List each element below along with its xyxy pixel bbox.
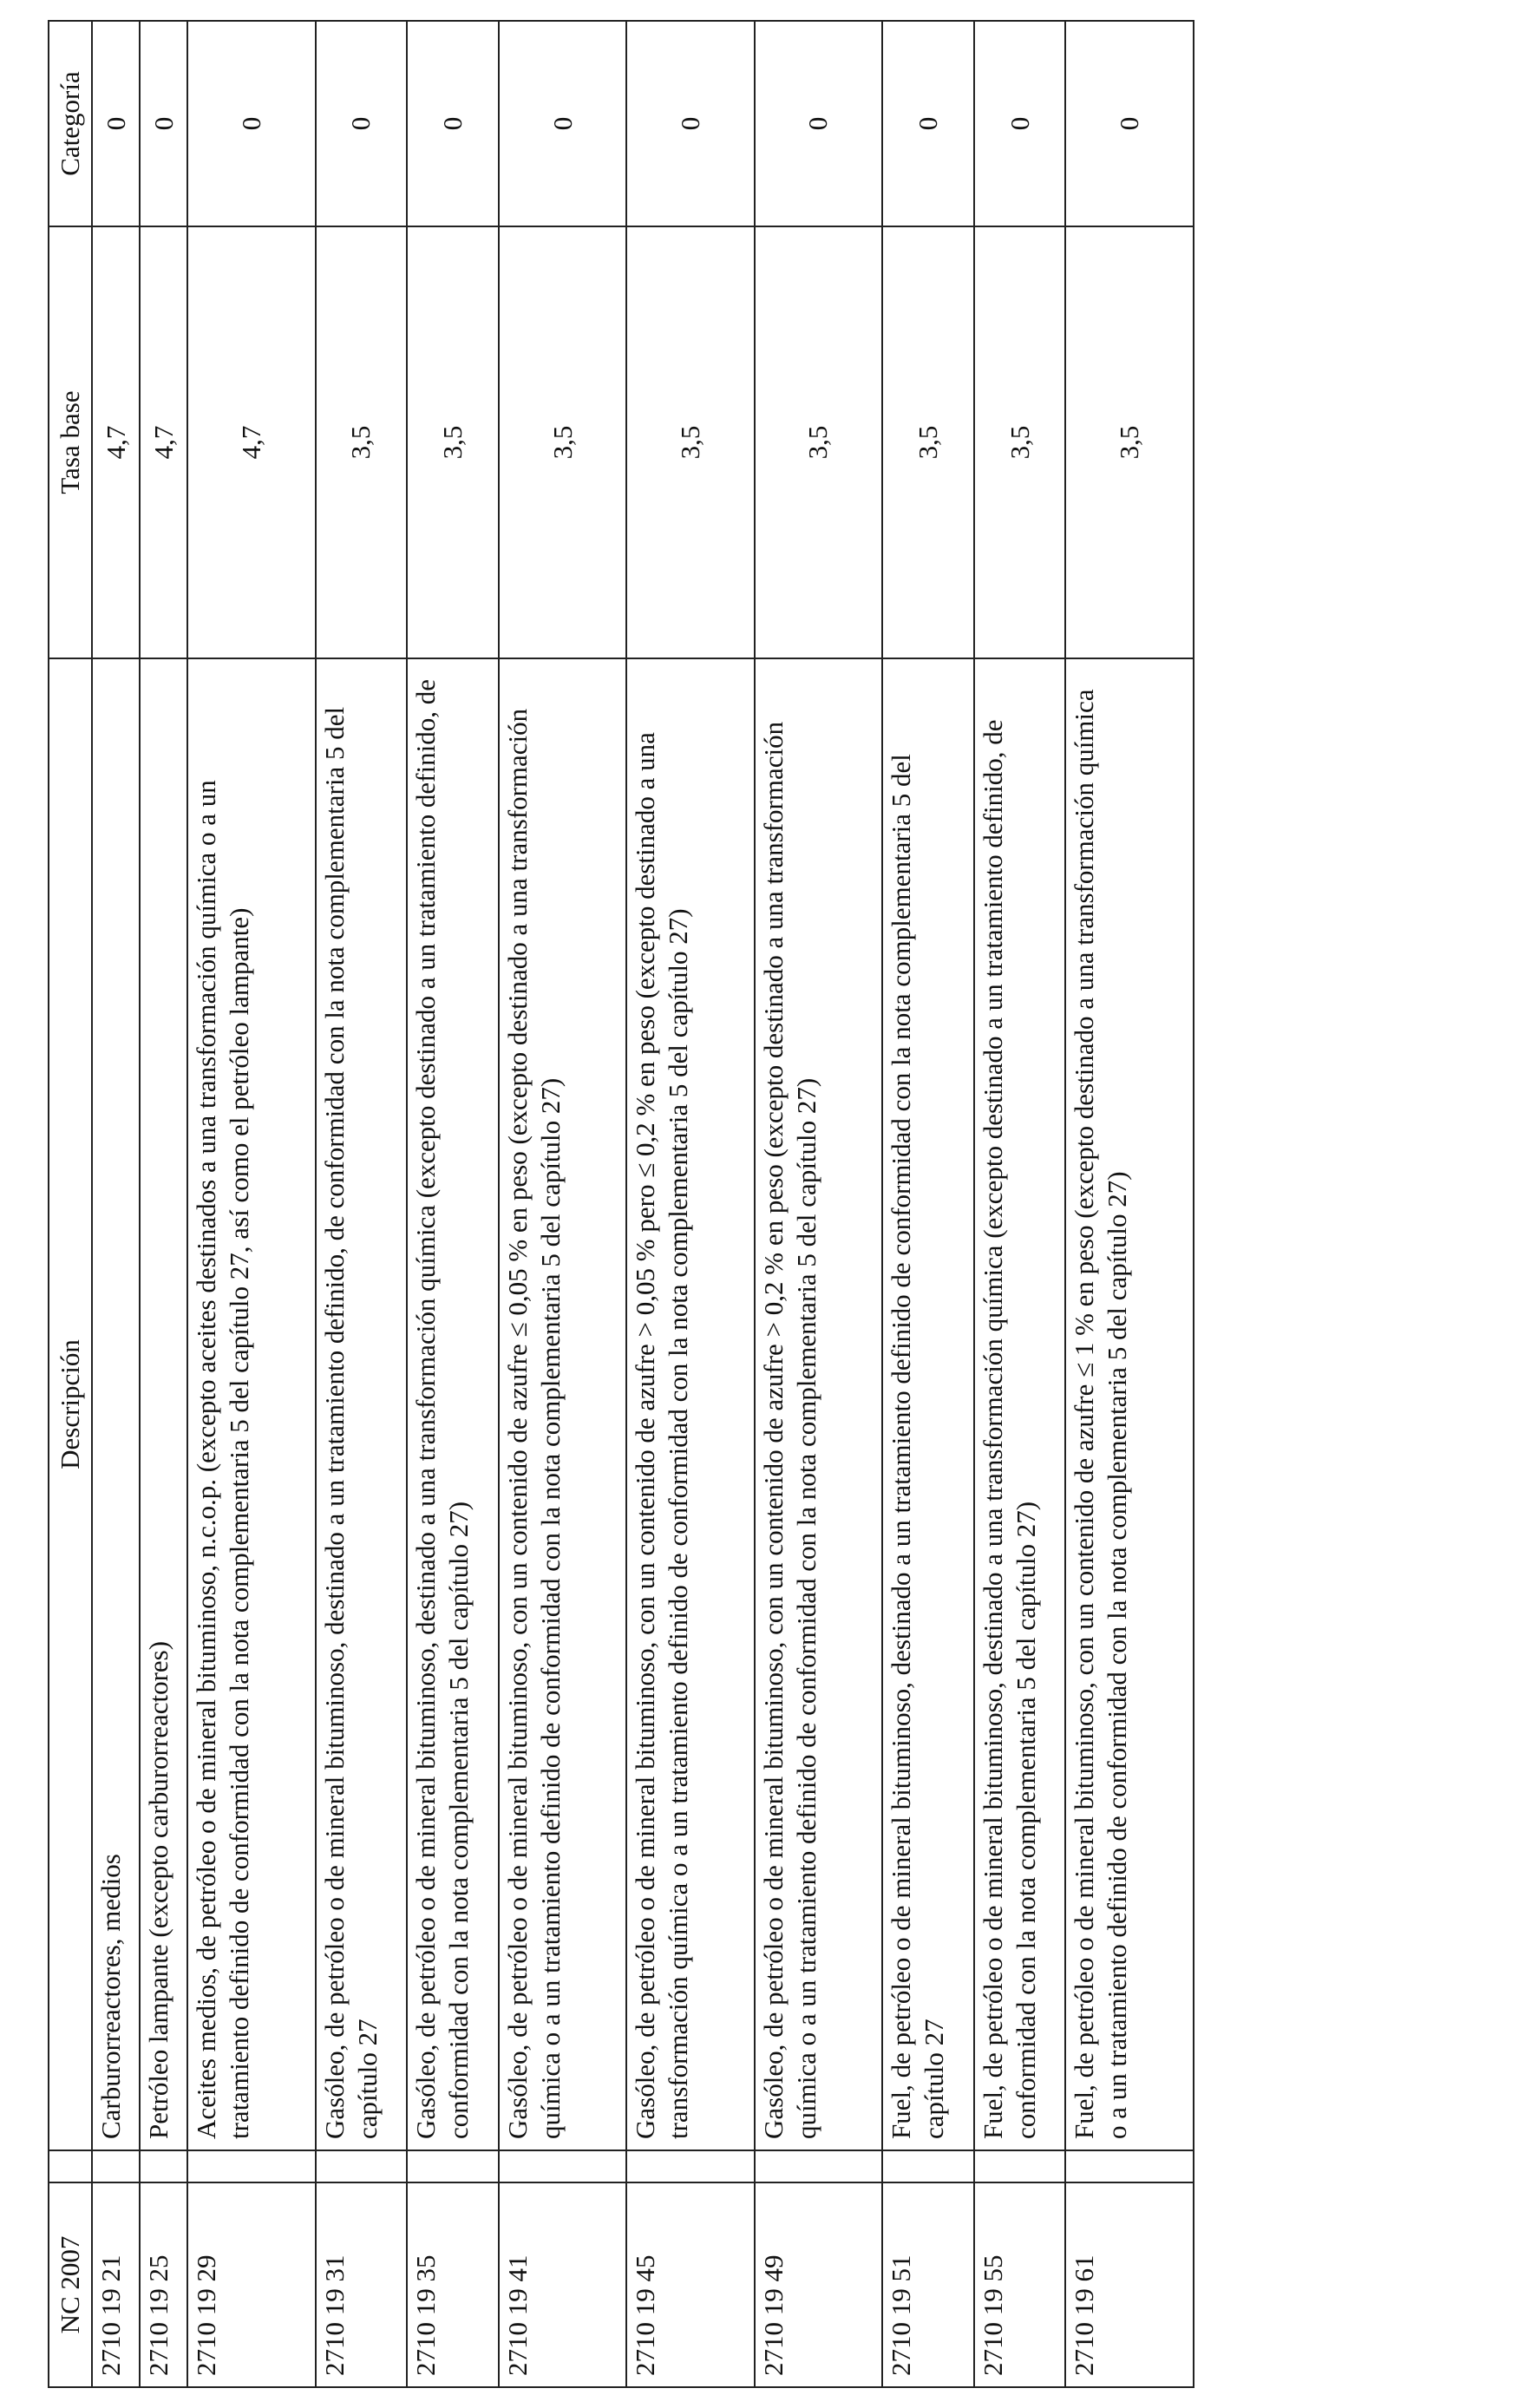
description: Aceites medios, de petróleo o de mineral bituminoso, n.c.o.p. (excepto aceites destinados a una transformación química o a un tratamiento definido de conformidad con la nota complementaria 5 del capítulo 27, así como el petróleo lampante)	[187, 658, 315, 2150]
blank-cell	[316, 2150, 408, 2182]
nc-code: 2710 19 31	[316, 2182, 408, 2387]
description: Fuel, de petróleo o de mineral bituminoso, destinado a un tratamiento definido de conformidad con la nota complementaria 5 del capítulo 27	[882, 658, 974, 2150]
categoria: 0	[92, 21, 140, 226]
tasa-base: 3,5	[316, 226, 408, 658]
tasa-base: 4,7	[187, 226, 315, 658]
header-tasa-base: Tasa base	[49, 226, 92, 658]
blank-cell	[499, 2150, 626, 2182]
nc-code: 2710 19 55	[974, 2182, 1066, 2387]
tasa-base: 3,5	[974, 226, 1066, 658]
tasa-base: 3,5	[407, 226, 499, 658]
categoria: 0	[974, 21, 1066, 226]
table-row	[92, 21, 140, 2387]
tasa-base: 3,5	[755, 226, 882, 658]
table-row	[407, 21, 499, 2387]
description: Gasóleo, de petróleo o de mineral bituminoso, destinado a un tratamiento definido, de conformidad con la nota complementaria 5 del capítulo 27	[316, 658, 408, 2150]
table-row	[499, 21, 626, 2387]
blank-cell	[755, 2150, 882, 2182]
description: Fuel, de petróleo o de mineral bituminoso, destinado a una transformación química (excepto destinado a un tratamiento definido, de conformidad con la nota complementaria 5 del capítulo 27)	[974, 658, 1066, 2150]
categoria: 0	[407, 21, 499, 226]
nc-code: 2710 19 61	[1065, 2182, 1194, 2387]
blank-cell	[882, 2150, 974, 2182]
header-categoria: Categoría	[49, 21, 92, 226]
table-row	[1065, 21, 1194, 2387]
rotated-table-wrapper	[48, 22, 1194, 2388]
categoria: 0	[626, 21, 754, 226]
categoria: 0	[187, 21, 315, 226]
tasa-base: 4,7	[92, 226, 140, 658]
nc-code: 2710 19 49	[755, 2182, 882, 2387]
blank-cell	[1065, 2150, 1194, 2182]
tasa-base: 3,5	[626, 226, 754, 658]
table-row	[882, 21, 974, 2387]
tasa-base: 4,7	[140, 226, 187, 658]
tasa-base: 3,5	[882, 226, 974, 658]
blank-cell	[187, 2150, 315, 2182]
header-blank	[49, 2150, 92, 2182]
description: Carburorreactores, medios	[92, 658, 140, 2150]
table-header-row	[49, 21, 92, 2387]
table-row	[187, 21, 315, 2387]
table-row	[974, 21, 1066, 2387]
blank-cell	[626, 2150, 754, 2182]
description: Fuel, de petróleo o de mineral bituminoso, con un contenido de azufre ≤ 1 % en peso (excepto destinado a una transformación química o a un tratamiento definido de conformidad con la nota complementaria 5 del capítulo 27)	[1065, 658, 1194, 2150]
description: Gasóleo, de petróleo o de mineral bituminoso, con un contenido de azufre ≤ 0,05 % en peso (excepto destinado a una transformación química o a un tratamiento definido de conformidad con la nota complementaria 5 del capítulo 27)	[499, 658, 626, 2150]
header-description: Descripción	[49, 658, 92, 2150]
nc-code: 2710 19 35	[407, 2182, 499, 2387]
nc-code: 2710 19 41	[499, 2182, 626, 2387]
categoria: 0	[316, 21, 408, 226]
nc-code: 2710 19 29	[187, 2182, 315, 2387]
nc-code: 2710 19 21	[92, 2182, 140, 2387]
description: Petróleo lampante (excepto carburorreactores)	[140, 658, 187, 2150]
blank-cell	[974, 2150, 1066, 2182]
blank-cell	[407, 2150, 499, 2182]
description: Gasóleo, de petróleo o de mineral bituminoso, con un contenido de azufre > 0,05 % pero ≤ 0,2 % en peso (excepto destinado a una transformación química o a un tratamiento definido de conformidad con la nota complementaria 5 del capítulo 27)	[626, 658, 754, 2150]
tariff-table	[48, 20, 1194, 2388]
description: Gasóleo, de petróleo o de mineral bituminoso, destinado a una transformación química (excepto destinado a un tratamiento definido, de conformidad con la nota complementaria 5 del capítulo 27)	[407, 658, 499, 2150]
tasa-base: 3,5	[1065, 226, 1194, 658]
categoria: 0	[140, 21, 187, 226]
table-row	[755, 21, 882, 2387]
categoria: 0	[882, 21, 974, 226]
categoria: 0	[499, 21, 626, 226]
header-nc: NC 2007	[49, 2182, 92, 2387]
nc-code: 2710 19 25	[140, 2182, 187, 2387]
blank-cell	[92, 2150, 140, 2182]
nc-code: 2710 19 51	[882, 2182, 974, 2387]
table-row	[626, 21, 754, 2387]
nc-code: 2710 19 45	[626, 2182, 754, 2387]
blank-cell	[140, 2150, 187, 2182]
table-row	[316, 21, 408, 2387]
table-row	[140, 21, 187, 2387]
description: Gasóleo, de petróleo o de mineral bituminoso, con un contenido de azufre > 0,2 % en peso (excepto destinado a una transformación química o a un tratamiento definido de conformidad con la nota complementaria 5 del capítulo 27)	[755, 658, 882, 2150]
tasa-base: 3,5	[499, 226, 626, 658]
categoria: 0	[755, 21, 882, 226]
categoria: 0	[1065, 21, 1194, 226]
